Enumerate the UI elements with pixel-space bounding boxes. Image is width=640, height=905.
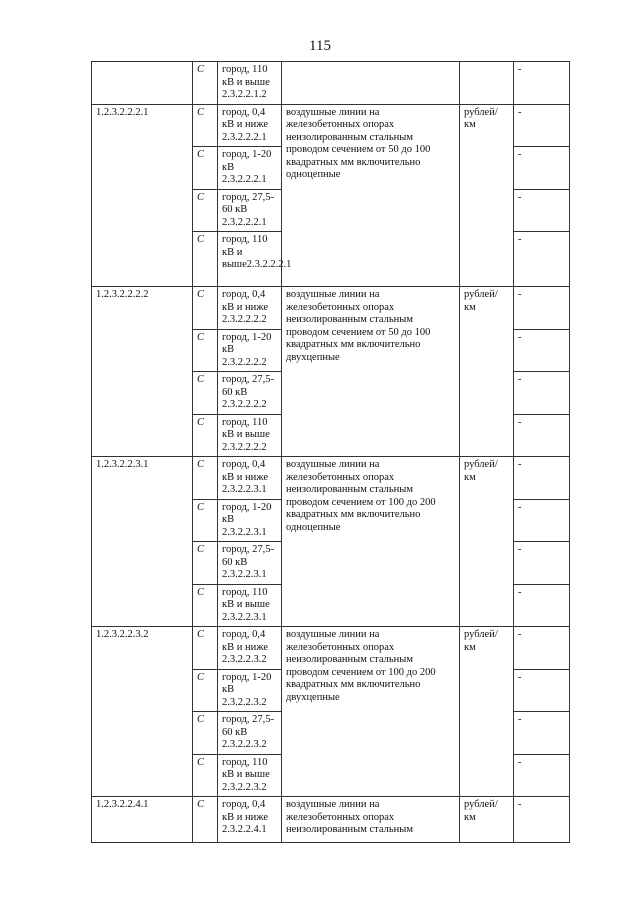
table-row bbox=[92, 287, 570, 330]
location-cell: город, 27,5-60 кВ 2.3.2.2.3.1 bbox=[218, 542, 282, 585]
description-cell: воздушные линии на железобетонных опорах неизолированным стальным проводом сечением от 100 до 200 квадратных мм включительно двухцепные bbox=[282, 627, 460, 797]
location-cell: город, 27,5-60 кВ 2.3.2.2.2.1 bbox=[218, 189, 282, 232]
table-row bbox=[92, 62, 570, 105]
method-cell: С bbox=[193, 754, 218, 797]
page-number: 115 bbox=[309, 38, 331, 54]
unit-cell: рублей/км bbox=[460, 287, 514, 457]
unit-cell: рублей/км bbox=[460, 627, 514, 797]
method-cell: С bbox=[193, 147, 218, 190]
method-cell: С bbox=[193, 232, 218, 287]
location-cell: город, 110 кВ и выше 2.3.2.2.1.2 bbox=[218, 62, 282, 105]
description-cell: воздушные линии на железобетонных опорах неизолированным стальным bbox=[282, 797, 460, 843]
method-cell: С bbox=[193, 457, 218, 500]
value-cell: - bbox=[514, 584, 570, 627]
code-cell: 1.2.3.2.2.4.1 bbox=[92, 797, 193, 843]
value-cell: - bbox=[514, 147, 570, 190]
unit-cell: рублей/км bbox=[460, 797, 514, 843]
method-cell: С bbox=[193, 104, 218, 147]
value-cell: - bbox=[514, 712, 570, 755]
method-cell: С bbox=[193, 414, 218, 457]
description-cell: воздушные линии на железобетонных опорах неизолированным стальным проводом сечением от 50 до 100 квадратных мм включительно одноцепные bbox=[282, 104, 460, 287]
code-cell: 1.2.3.2.2.3.2 bbox=[92, 627, 193, 797]
value-cell: - bbox=[514, 797, 570, 843]
description-cell bbox=[282, 62, 460, 105]
code-cell: 1.2.3.2.2.3.1 bbox=[92, 457, 193, 627]
value-cell: - bbox=[514, 329, 570, 372]
location-cell: город, 27,5-60 кВ 2.3.2.2.2.2 bbox=[218, 372, 282, 415]
location-cell: город, 110 кВ и выше 2.3.2.2.2.2 bbox=[218, 414, 282, 457]
table-row bbox=[92, 627, 570, 670]
method-cell: С bbox=[193, 627, 218, 670]
value-cell: - bbox=[514, 189, 570, 232]
location-cell: город, 0,4 кВ и ниже 2.3.2.2.3.1 bbox=[218, 457, 282, 500]
tariff-table bbox=[91, 61, 570, 843]
value-cell: - bbox=[514, 372, 570, 415]
location-cell: город, 0,4 кВ и ниже 2.3.2.2.2.2 bbox=[218, 287, 282, 330]
description-cell: воздушные линии на железобетонных опорах неизолированным стальным проводом сечением от 100 до 200 квадратных мм включительно одноцепные bbox=[282, 457, 460, 627]
location-cell: город, 110 кВ и выше 2.3.2.2.3.2 bbox=[218, 754, 282, 797]
location-cell: город, 0,4 кВ и ниже 2.3.2.2.2.1 bbox=[218, 104, 282, 147]
value-cell: - bbox=[514, 287, 570, 330]
method-cell: С bbox=[193, 62, 218, 105]
unit-cell: рублей/км bbox=[460, 457, 514, 627]
method-cell: С bbox=[193, 287, 218, 330]
method-cell: С bbox=[193, 797, 218, 843]
location-cell: город, 0,4 кВ и ниже 2.3.2.2.3.2 bbox=[218, 627, 282, 670]
table-row bbox=[92, 797, 570, 843]
code-cell bbox=[92, 62, 193, 105]
method-cell: С bbox=[193, 542, 218, 585]
value-cell: - bbox=[514, 669, 570, 712]
value-cell: - bbox=[514, 542, 570, 585]
value-cell: - bbox=[514, 232, 570, 287]
table-row bbox=[92, 104, 570, 147]
method-cell: С bbox=[193, 669, 218, 712]
location-cell: город, 1-20 кВ 2.3.2.2.2.1 bbox=[218, 147, 282, 190]
table-row bbox=[92, 457, 570, 500]
value-cell: - bbox=[514, 104, 570, 147]
code-cell: 1.2.3.2.2.2.2 bbox=[92, 287, 193, 457]
method-cell: С bbox=[193, 584, 218, 627]
value-cell: - bbox=[514, 499, 570, 542]
value-cell: - bbox=[514, 754, 570, 797]
method-cell: С bbox=[193, 372, 218, 415]
location-cell: город, 110 кВ и выше 2.3.2.2.3.1 bbox=[218, 584, 282, 627]
location-cell: город, 27,5-60 кВ 2.3.2.2.3.2 bbox=[218, 712, 282, 755]
unit-cell bbox=[460, 62, 514, 105]
location-cell: город, 1-20 кВ 2.3.2.2.3.1 bbox=[218, 499, 282, 542]
code-cell: 1.2.3.2.2.2.1 bbox=[92, 104, 193, 287]
value-cell: - bbox=[514, 457, 570, 500]
location-cell: город, 110 кВ и выше2.3.2.2.2.1 bbox=[218, 232, 282, 287]
method-cell: С bbox=[193, 329, 218, 372]
unit-cell: рублей/км bbox=[460, 104, 514, 287]
method-cell: С bbox=[193, 499, 218, 542]
description-cell: воздушные линии на железобетонных опорах неизолированным стальным проводом сечением от 50 до 100 квадратных мм включительно двухцепные bbox=[282, 287, 460, 457]
method-cell: С bbox=[193, 189, 218, 232]
location-cell: город, 1-20 кВ 2.3.2.2.3.2 bbox=[218, 669, 282, 712]
location-cell: город, 1-20 кВ 2.3.2.2.2.2 bbox=[218, 329, 282, 372]
value-cell: - bbox=[514, 627, 570, 670]
value-cell: - bbox=[514, 62, 570, 105]
location-cell: город, 0,4 кВ и ниже 2.3.2.2.4.1 bbox=[218, 797, 282, 843]
method-cell: С bbox=[193, 712, 218, 755]
value-cell: - bbox=[514, 414, 570, 457]
